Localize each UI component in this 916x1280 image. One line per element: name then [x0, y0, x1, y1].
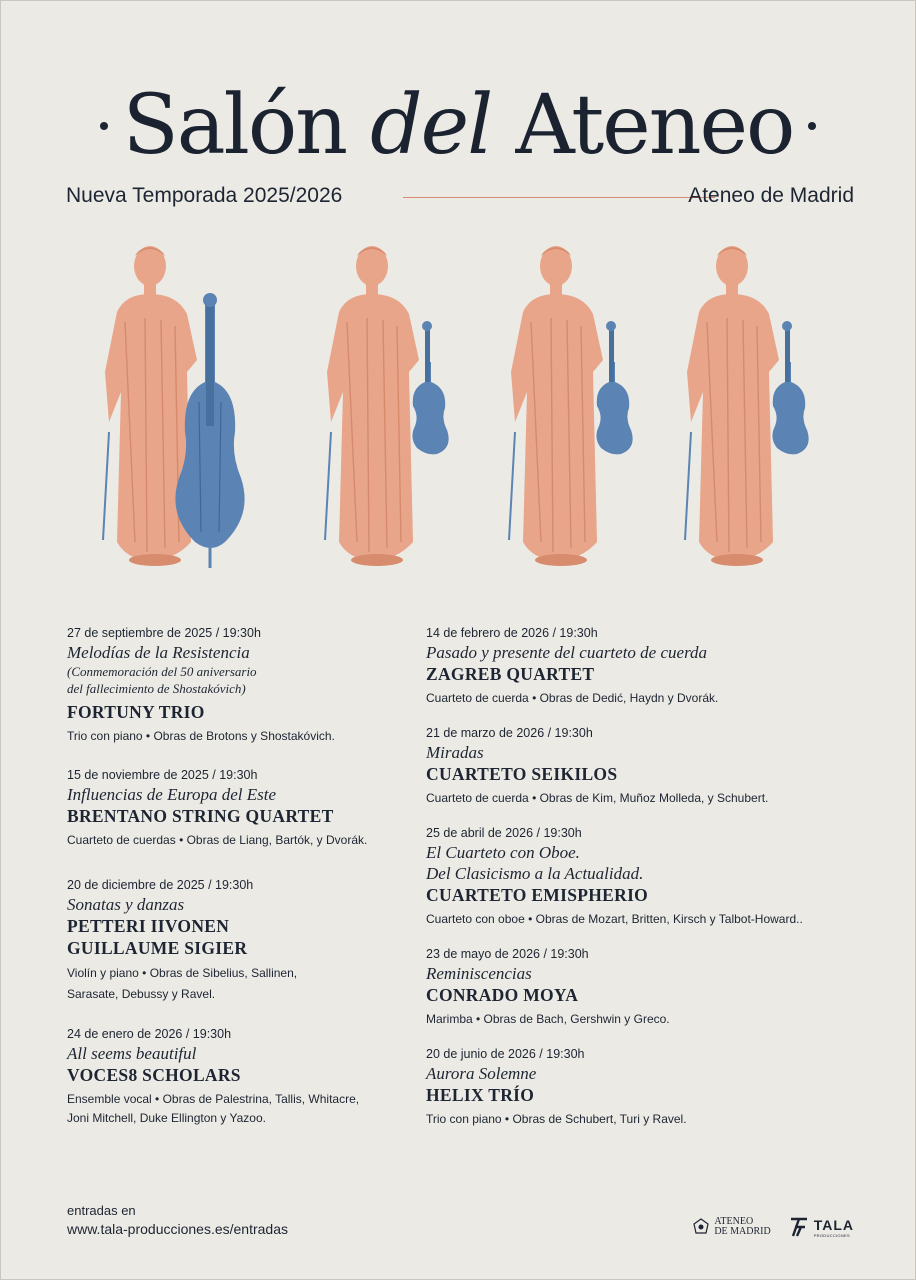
title-word-ateneo: Ateneo: [515, 78, 794, 173]
concert-performer: GUILLAUME SIGIER: [67, 938, 248, 958]
concerts-left-column: [67, 624, 467, 1144]
poster-title: [0, 76, 916, 176]
statue-with-viola-icon: [501, 242, 681, 572]
concert-item: [426, 624, 866, 708]
statues-illustration: [95, 242, 855, 582]
tickets-link[interactable]: www.tala-producciones.es/entradas: [67, 1221, 289, 1237]
concert-performer: CUARTETO EMISPHERIO: [426, 885, 649, 905]
concert-performer: FORTUNY TRIO: [67, 702, 205, 722]
concert-date: 20 de junio de 2026 / 19:30h: [426, 1047, 585, 1061]
season-label: Nueva Temporada 2025/2026: [66, 184, 343, 207]
concert-item: [426, 824, 866, 929]
concert-description: Cuarteto con oboe • Obras de Mozart, Britten, Kirsch y Talbot-Howard..: [426, 912, 803, 926]
concert-performer: HELIX TRÍO: [426, 1085, 535, 1105]
concert-subtitle: del fallecimiento de Shostakóvich): [67, 681, 246, 696]
season-divider: [403, 197, 715, 198]
concert-date: 24 de enero de 2026 / 19:30h: [67, 1027, 232, 1041]
concert-description-line: Ensemble vocal • Obras de Palestrina, Tallis, Whitacre,: [67, 1092, 360, 1106]
concert-performer: PETTERI IIVONEN: [67, 916, 230, 936]
concert-item: [67, 876, 467, 1005]
title-word-del: del: [370, 78, 492, 173]
concert-item: [426, 945, 866, 1029]
concert-description: Cuarteto de cuerda • Obras de Kim, Muñoz Molleda, y Schubert.: [426, 791, 769, 805]
title-word-salon: Salón: [122, 78, 347, 173]
ateneo-logo-line-1: ATENEO: [714, 1216, 754, 1227]
concert-description: Trio con piano • Obras de Schubert, Turi y Ravel.: [426, 1112, 687, 1126]
title-dot-right: [808, 122, 816, 130]
concert-item: [67, 766, 467, 850]
concert-title: Melodías de la Resistencia: [67, 643, 250, 662]
concert-title: Sonatas y danzas: [67, 895, 185, 914]
sponsor-logos: [692, 1212, 854, 1242]
concert-performer: BRENTANO STRING QUARTET: [67, 806, 334, 826]
concert-item: [67, 1025, 467, 1128]
tala-logo-text: TALA: [813, 1216, 854, 1233]
ateneo-logo-line-2: DE MADRID: [714, 1226, 771, 1237]
tala-mark-icon: [789, 1216, 809, 1238]
concert-date: 14 de febrero de 2026 / 19:30h: [426, 626, 598, 640]
concert-title: Aurora Solemne: [426, 1064, 537, 1083]
concert-description-line: Joni Mitchell, Duke Ellington y Yazoo.: [67, 1111, 266, 1125]
concert-date: 20 de diciembre de 2025 / 19:30h: [67, 878, 254, 892]
statue-with-violin-icon: [317, 242, 497, 572]
concert-description: Cuarteto de cuerdas • Obras de Liang, Bartók, y Dvorák.: [67, 833, 368, 847]
venue-label: Ateneo de Madrid: [688, 184, 854, 207]
concert-title: All seems beautiful: [67, 1044, 197, 1063]
concert-date: 27 de septiembre de 2025 / 19:30h: [67, 626, 261, 640]
concert-date: 23 de mayo de 2026 / 19:30h: [426, 947, 589, 961]
concert-title: Influencias de Europa del Este: [67, 785, 276, 804]
concert-item: [426, 724, 866, 808]
statue-with-cello-icon: [95, 242, 275, 572]
concert-title: Reminiscencias: [426, 964, 532, 983]
concert-description: [67, 963, 467, 1005]
tala-logo-subtext: PRODUCCIONES: [813, 1232, 850, 1238]
ateneo-logo: [692, 1217, 770, 1237]
statue-with-violin-icon: [677, 242, 857, 572]
concert-title: Miradas: [426, 743, 484, 762]
tickets-info: [67, 1202, 288, 1238]
concert-description: [67, 1090, 467, 1128]
concert-date: 15 de noviembre de 2025 / 19:30h: [67, 768, 258, 782]
concert-item: [426, 1045, 866, 1129]
concert-description: Cuarteto de cuerda • Obras de Dedić, Haydn y Dvorák.: [426, 691, 719, 705]
title-dot-left: [100, 122, 108, 130]
concert-performer: VOCES8 SCHOLARS: [67, 1065, 241, 1085]
concert-performer: CUARTETO SEIKILOS: [426, 764, 618, 784]
concert-description-line: Sarasate, Debussy y Ravel.: [67, 987, 216, 1001]
concert-description: Marimba • Obras de Bach, Gershwin y Greco.: [426, 1012, 670, 1026]
concert-title-line-2: Del Clasicismo a la Actualidad.: [426, 864, 644, 883]
ateneo-crest-icon: [692, 1218, 710, 1236]
season-line: [66, 182, 854, 212]
tickets-label: entradas en: [67, 1203, 136, 1218]
concert-date: 25 de abril de 2026 / 19:30h: [426, 826, 582, 840]
tala-logo: [789, 1216, 854, 1238]
concerts-right-column: [426, 624, 866, 1145]
concert-description: Trio con piano • Obras de Brotons y Shostakóvich.: [67, 729, 335, 743]
concert-performer: ZAGREB QUARTET: [426, 664, 595, 684]
concert-performer: CONRADO MOYA: [426, 985, 579, 1005]
concert-subtitle: (Conmemoración del 50 aniversario: [67, 664, 257, 679]
concert-date: 21 de marzo de 2026 / 19:30h: [426, 726, 593, 740]
concert-title: El Cuarteto con Oboe.: [426, 843, 580, 862]
concert-description-line: Violín y piano • Obras de Sibelius, Sallinen,: [67, 966, 298, 980]
concert-item: [67, 624, 467, 746]
concert-title: Pasado y presente del cuarteto de cuerda: [426, 643, 708, 662]
